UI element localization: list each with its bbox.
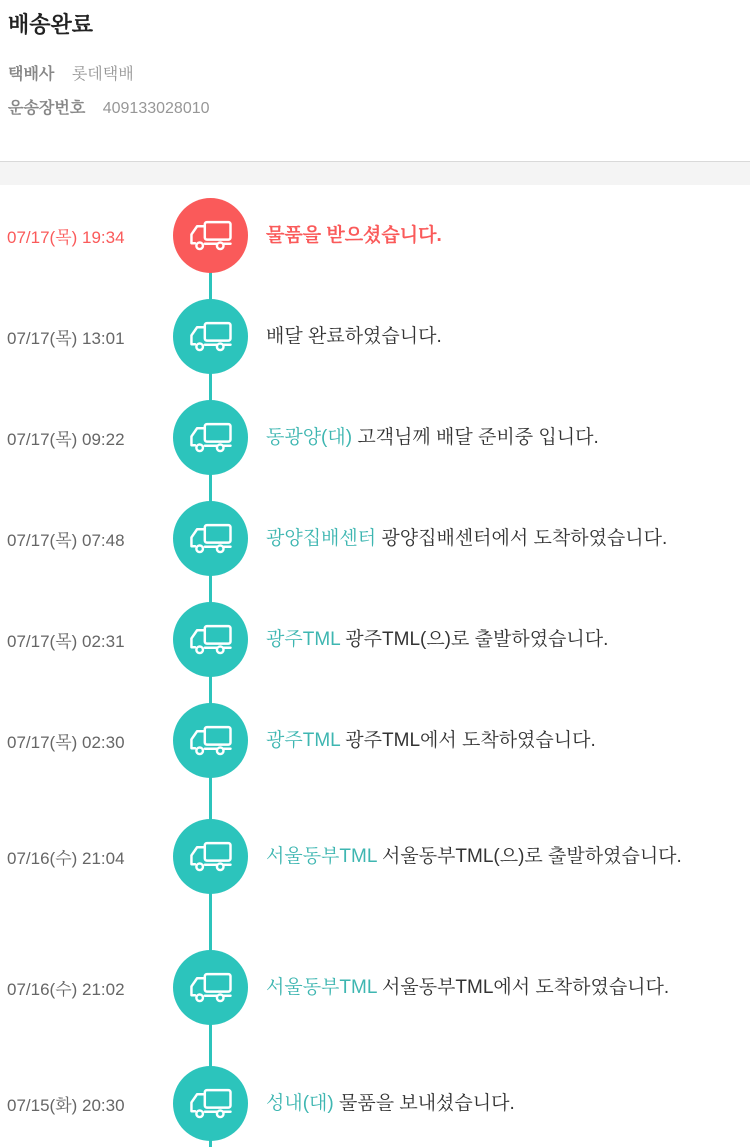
event-message: 광주TML에서 도착하였습니다. bbox=[345, 730, 596, 751]
event-marker bbox=[173, 703, 248, 778]
event-location: 광주TML bbox=[266, 730, 346, 751]
truck-icon bbox=[188, 419, 236, 456]
event-marker bbox=[173, 198, 248, 273]
event-date: 07/17(목) 02:30 bbox=[7, 733, 125, 752]
event-location: 동광양(대) bbox=[266, 427, 358, 448]
event-marker bbox=[173, 950, 248, 1025]
event-date: 07/17(목) 13:01 bbox=[7, 329, 125, 348]
event-marker bbox=[173, 299, 248, 374]
event-text bbox=[266, 974, 675, 1001]
truck-icon bbox=[188, 722, 236, 759]
event-text bbox=[266, 323, 448, 350]
timeline-event bbox=[0, 690, 750, 791]
timeline-event bbox=[0, 286, 750, 387]
timeline-event bbox=[0, 1053, 750, 1147]
truck-icon bbox=[188, 621, 236, 658]
event-marker bbox=[173, 400, 248, 475]
event-message: 물품을 보내셨습니다. bbox=[339, 1093, 515, 1114]
page-title: 배송완료 bbox=[8, 12, 94, 37]
event-date: 07/15(화) 20:30 bbox=[7, 1096, 125, 1115]
truck-icon bbox=[188, 217, 236, 254]
event-text bbox=[266, 727, 602, 754]
timeline-event bbox=[0, 791, 750, 922]
event-text bbox=[266, 525, 673, 552]
event-marker bbox=[173, 501, 248, 576]
event-message: 고객님께 배달 준비중 입니다. bbox=[357, 427, 599, 448]
timeline-event bbox=[0, 488, 750, 589]
event-text bbox=[266, 1090, 521, 1117]
courier-row bbox=[8, 61, 750, 84]
tracking-timeline bbox=[0, 185, 750, 1147]
truck-icon bbox=[188, 1085, 236, 1122]
timeline-event bbox=[0, 387, 750, 488]
event-text bbox=[266, 424, 605, 451]
event-message: 물품을 받으셨습니다. bbox=[266, 225, 442, 246]
event-location: 광주TML bbox=[266, 629, 346, 650]
timeline-event-list bbox=[0, 185, 750, 1147]
section-divider-band bbox=[0, 161, 750, 185]
event-message: 서울동부TML(으)로 출발하였습니다. bbox=[382, 846, 682, 867]
timeline-event bbox=[0, 185, 750, 286]
truck-icon bbox=[188, 838, 236, 875]
event-date: 07/16(수) 21:02 bbox=[7, 980, 125, 999]
event-message: 배달 완료하였습니다. bbox=[266, 326, 442, 347]
truck-icon bbox=[188, 520, 236, 557]
event-text bbox=[266, 626, 614, 653]
courier-label: 택배사 bbox=[8, 66, 55, 83]
truck-icon bbox=[188, 318, 236, 355]
timeline-event bbox=[0, 922, 750, 1053]
event-marker bbox=[173, 1066, 248, 1141]
event-location: 광양집배센터 bbox=[266, 528, 382, 549]
event-location: 성내(대) bbox=[266, 1093, 339, 1114]
event-date: 07/17(목) 02:31 bbox=[7, 632, 125, 651]
tracking-number-row bbox=[8, 95, 750, 118]
event-marker bbox=[173, 602, 248, 677]
event-marker bbox=[173, 819, 248, 894]
timeline-event bbox=[0, 589, 750, 690]
event-text bbox=[266, 843, 688, 870]
event-message: 광주TML(으)로 출발하였습니다. bbox=[345, 629, 609, 650]
event-message: 서울동부TML에서 도착하였습니다. bbox=[382, 977, 670, 998]
event-date: 07/17(목) 09:22 bbox=[7, 430, 125, 449]
event-text bbox=[266, 222, 448, 249]
courier-name: 롯데택배 bbox=[71, 66, 134, 83]
event-location: 서울동부TML bbox=[266, 846, 382, 867]
event-date: 07/17(목) 07:48 bbox=[7, 531, 125, 550]
tracking-number-value: 409133028010 bbox=[102, 100, 210, 117]
event-date: 07/16(수) 21:04 bbox=[7, 849, 125, 868]
truck-icon bbox=[188, 969, 236, 1006]
tracking-number-label: 운송장번호 bbox=[8, 100, 86, 117]
event-date: 07/17(목) 19:34 bbox=[7, 228, 125, 247]
event-location: 서울동부TML bbox=[266, 977, 382, 998]
event-message: 광양집배센터에서 도착하였습니다. bbox=[381, 528, 668, 549]
tracking-header bbox=[0, 0, 750, 161]
